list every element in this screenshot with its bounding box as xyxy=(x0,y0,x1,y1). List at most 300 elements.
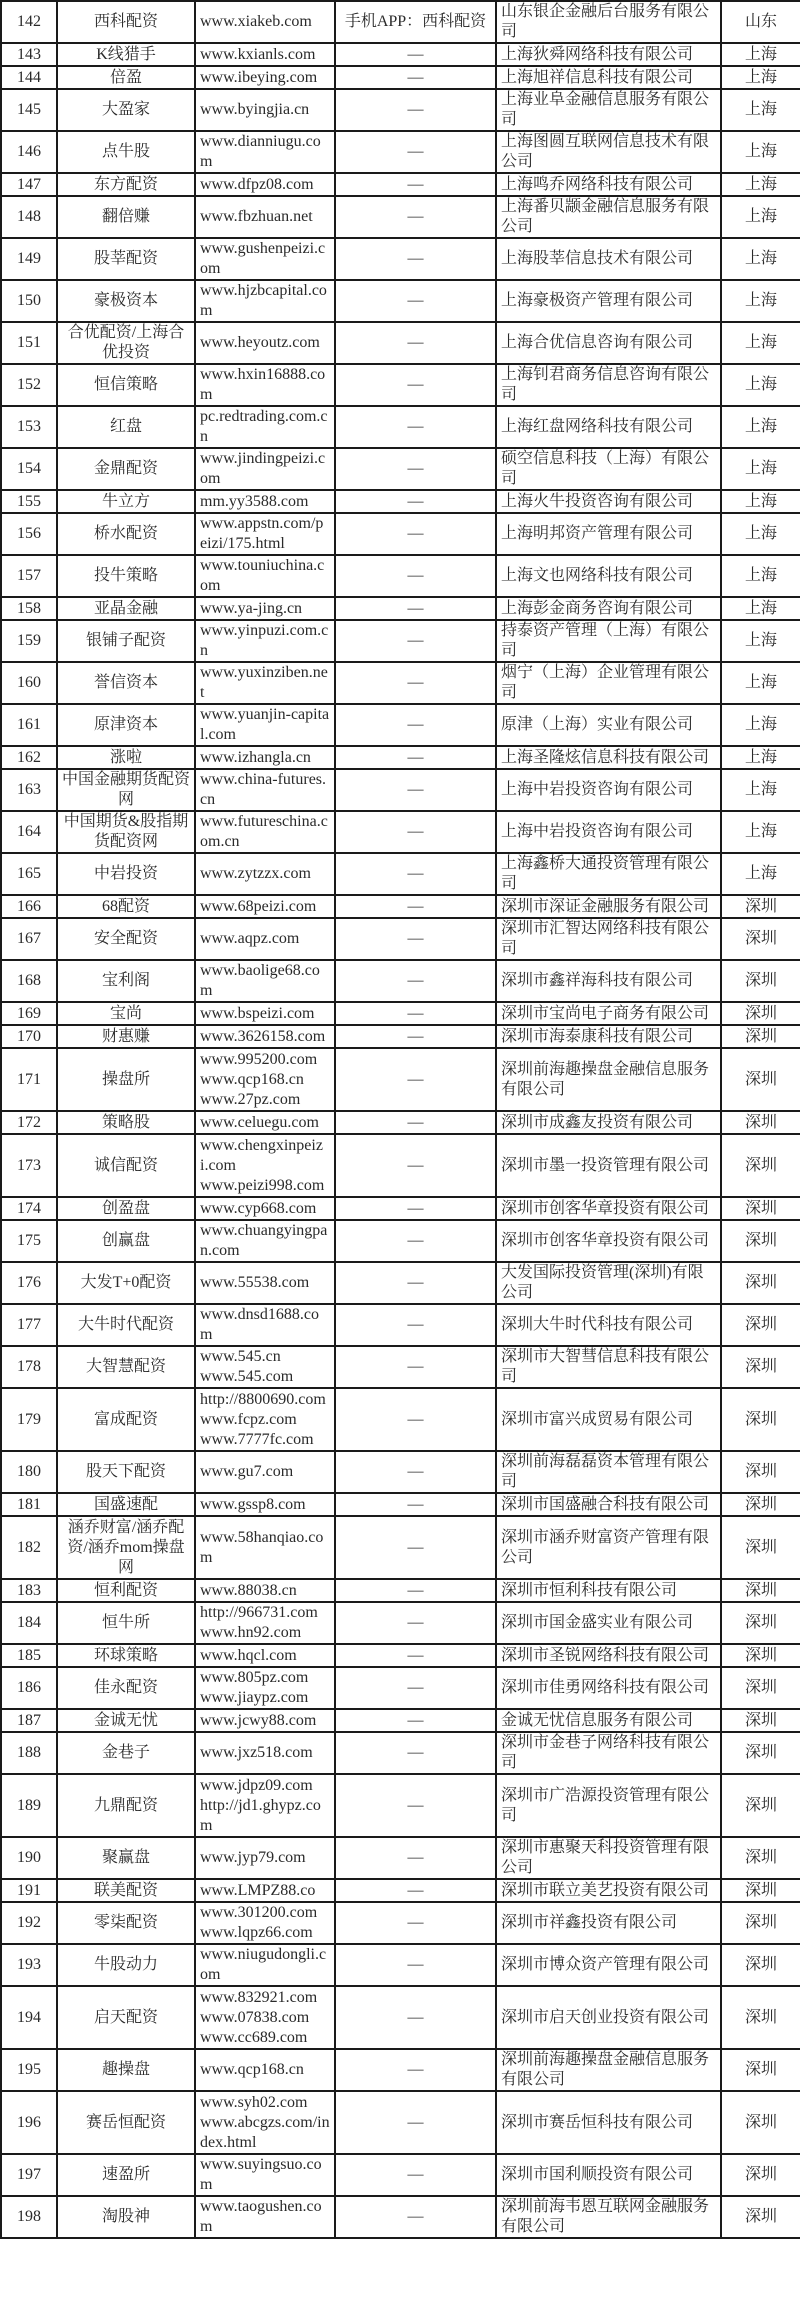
website-link: www.3626158.com xyxy=(200,1027,326,1045)
platform-name: 恒牛所 xyxy=(57,1602,195,1644)
company-name: 上海中岩投资咨询有限公司 xyxy=(496,811,721,853)
website-cell xyxy=(195,513,335,555)
company-name: 上海合优信息咨询有限公司 xyxy=(496,322,721,364)
region: 上海 xyxy=(721,364,800,406)
region: 深圳 xyxy=(721,1493,800,1516)
row-number: 152 xyxy=(1,364,57,406)
platform-name: 淘股神 xyxy=(57,2196,195,2238)
app-cell: — xyxy=(335,918,496,960)
platform-name: 大发T+0配资 xyxy=(57,1262,195,1304)
website-cell xyxy=(195,490,335,513)
website-cell xyxy=(195,1837,335,1879)
website-cell xyxy=(195,1944,335,1986)
table-row xyxy=(1,173,800,196)
region: 上海 xyxy=(721,196,800,238)
website-link: www.appstn.com/peizi/175.html xyxy=(200,515,324,552)
company-name: 深圳市成鑫友投资有限公司 xyxy=(496,1111,721,1134)
website-cell xyxy=(195,918,335,960)
region: 深圳 xyxy=(721,1837,800,1879)
company-name: 金诚无忧信息服务有限公司 xyxy=(496,1709,721,1732)
website-link: www.995200.com xyxy=(200,1050,318,1068)
platform-name: 金鼎配资 xyxy=(57,448,195,490)
website-link: www.jdpz09.com xyxy=(200,1776,313,1794)
table-row xyxy=(1,448,800,490)
platform-name: 财惠赚 xyxy=(57,1025,195,1048)
row-number: 184 xyxy=(1,1602,57,1644)
table-row xyxy=(1,406,800,448)
platform-name: 安全配资 xyxy=(57,918,195,960)
region: 深圳 xyxy=(721,1774,800,1837)
row-number: 180 xyxy=(1,1451,57,1493)
website-cell xyxy=(195,364,335,406)
website-cell xyxy=(195,2091,335,2154)
website-cell xyxy=(195,1644,335,1667)
platform-name: 金诚无忧 xyxy=(57,1709,195,1732)
app-cell: — xyxy=(335,1493,496,1516)
company-name: 深圳市启天创业投资有限公司 xyxy=(496,1986,721,2049)
platform-name: 赛岳恒配资 xyxy=(57,2091,195,2154)
region: 上海 xyxy=(721,238,800,280)
website-link: www.dfpz08.com xyxy=(200,175,314,193)
platform-name: 创赢盘 xyxy=(57,1220,195,1262)
platform-name: 翻倍赚 xyxy=(57,196,195,238)
app-cell: — xyxy=(335,811,496,853)
row-number: 182 xyxy=(1,1516,57,1579)
app-cell: — xyxy=(335,769,496,811)
website-link: www.peizi998.com xyxy=(200,1176,325,1194)
table-row xyxy=(1,2049,800,2091)
website-cell xyxy=(195,43,335,66)
platform-name: 中岩投资 xyxy=(57,853,195,895)
company-name: 深圳市圣锐网络科技有限公司 xyxy=(496,1644,721,1667)
table-row xyxy=(1,597,800,620)
company-name: 上海文也网络科技有限公司 xyxy=(496,555,721,597)
row-number: 150 xyxy=(1,280,57,322)
app-cell: — xyxy=(335,2049,496,2091)
table-row xyxy=(1,238,800,280)
app-cell: — xyxy=(335,364,496,406)
app-cell: — xyxy=(335,1025,496,1048)
platform-name: 银铺子配资 xyxy=(57,620,195,662)
website-cell xyxy=(195,1516,335,1579)
platform-name: 东方配资 xyxy=(57,173,195,196)
table-row xyxy=(1,131,800,173)
website-link: www.07838.com xyxy=(200,2008,310,2026)
website-cell xyxy=(195,89,335,131)
table-row xyxy=(1,1837,800,1879)
region: 深圳 xyxy=(721,1879,800,1902)
app-cell: — xyxy=(335,662,496,704)
region: 深圳 xyxy=(721,1986,800,2049)
website-link: www.abcgzs.com/index.html xyxy=(200,2113,330,2151)
table-row xyxy=(1,1388,800,1451)
row-number: 147 xyxy=(1,173,57,196)
company-name: 上海明邦资产管理有限公司 xyxy=(496,513,721,555)
website-cell xyxy=(195,1451,335,1493)
company-name: 深圳前海韦恩互联网金融服务有限公司 xyxy=(496,2196,721,2238)
table-row xyxy=(1,895,800,918)
app-cell: — xyxy=(335,1879,496,1902)
region: 上海 xyxy=(721,131,800,173)
app-cell: — xyxy=(335,620,496,662)
company-name: 深圳市大智彗信息科技有限公司 xyxy=(496,1346,721,1388)
website-link: www.syh02.com xyxy=(200,2093,308,2111)
row-number: 185 xyxy=(1,1644,57,1667)
row-number: 194 xyxy=(1,1986,57,2049)
company-name: 深圳市国盛融合科技有限公司 xyxy=(496,1493,721,1516)
website-cell xyxy=(195,448,335,490)
website-link: www.suyingsuo.com xyxy=(200,2156,322,2193)
platform-name: 68配资 xyxy=(57,895,195,918)
platform-name: 涨啦 xyxy=(57,746,195,769)
region: 上海 xyxy=(721,280,800,322)
region: 深圳 xyxy=(721,1709,800,1732)
region: 上海 xyxy=(721,490,800,513)
row-number: 179 xyxy=(1,1388,57,1451)
app-cell: — xyxy=(335,238,496,280)
website-link: www.qcp168.cn xyxy=(200,1070,304,1088)
row-number: 183 xyxy=(1,1579,57,1602)
platform-name: 零柒配资 xyxy=(57,1902,195,1944)
table-row xyxy=(1,620,800,662)
website-cell xyxy=(195,1197,335,1220)
region: 深圳 xyxy=(721,1732,800,1774)
row-number: 169 xyxy=(1,1002,57,1025)
website-cell xyxy=(195,555,335,597)
app-cell: — xyxy=(335,322,496,364)
company-name: 上海鸣乔网络科技有限公司 xyxy=(496,173,721,196)
row-number: 173 xyxy=(1,1134,57,1197)
website-cell xyxy=(195,769,335,811)
app-cell: — xyxy=(335,406,496,448)
platform-name: 倍盈 xyxy=(57,66,195,89)
region: 深圳 xyxy=(721,1516,800,1579)
region: 上海 xyxy=(721,173,800,196)
row-number: 149 xyxy=(1,238,57,280)
table-row xyxy=(1,89,800,131)
website-cell xyxy=(195,1262,335,1304)
company-name: 上海番贝颛金融信息服务有限公司 xyxy=(496,196,721,238)
table-row xyxy=(1,1,800,43)
row-number: 160 xyxy=(1,662,57,704)
app-cell: — xyxy=(335,89,496,131)
region: 上海 xyxy=(721,43,800,66)
row-number: 148 xyxy=(1,196,57,238)
platform-name: 涵乔财富/涵乔配资/涵乔mom操盘网 xyxy=(57,1516,195,1579)
platform-name: 中国期货&股指期货配资网 xyxy=(57,811,195,853)
website-link: www.fcpz.com xyxy=(200,1410,297,1428)
website-link: www.58hanqiao.com xyxy=(200,1528,324,1566)
platform-name: 环球策略 xyxy=(57,1644,195,1667)
website-link: www.68peizi.com xyxy=(200,897,317,915)
table-row xyxy=(1,1579,800,1602)
region: 深圳 xyxy=(721,1388,800,1451)
company-name: 深圳市宝尚电子商务有限公司 xyxy=(496,1002,721,1025)
company-name: 深圳市国金盛实业有限公司 xyxy=(496,1602,721,1644)
company-name: 深圳市国利顺投资有限公司 xyxy=(496,2154,721,2196)
website-cell xyxy=(195,1220,335,1262)
website-link: www.hxin16888.com xyxy=(200,366,326,403)
table-row xyxy=(1,322,800,364)
company-name: 山东银企金融后台服务有限公司 xyxy=(496,1,721,43)
website-link: www.yinpuzi.com.cn xyxy=(200,622,329,659)
company-name: 深圳市佳勇网络科技有限公司 xyxy=(496,1667,721,1709)
website-link: www.7777fc.com xyxy=(200,1430,314,1448)
table-row xyxy=(1,1025,800,1048)
website-cell xyxy=(195,280,335,322)
region: 上海 xyxy=(721,811,800,853)
row-number: 166 xyxy=(1,895,57,918)
website-cell xyxy=(195,406,335,448)
platform-name: 桥水配资 xyxy=(57,513,195,555)
company-name: 上海图圆互联网信息技术有限公司 xyxy=(496,131,721,173)
website-cell xyxy=(195,66,335,89)
platform-name: 股莘配资 xyxy=(57,238,195,280)
company-name: 深圳市惠聚天科投资管理有限公司 xyxy=(496,1837,721,1879)
website-link: www.ibeying.com xyxy=(200,68,318,86)
website-cell xyxy=(195,1774,335,1837)
app-cell: — xyxy=(335,1644,496,1667)
region: 深圳 xyxy=(721,1025,800,1048)
table-row xyxy=(1,490,800,513)
row-number: 186 xyxy=(1,1667,57,1709)
row-number: 198 xyxy=(1,2196,57,2238)
website-cell xyxy=(195,173,335,196)
website-cell xyxy=(195,1,335,43)
company-name: 持泰资产管理（上海）有限公司 xyxy=(496,620,721,662)
website-cell xyxy=(195,2049,335,2091)
website-link: www.jyp79.com xyxy=(200,1849,306,1866)
website-cell xyxy=(195,597,335,620)
platform-name: 中国金融期货配资网 xyxy=(57,769,195,811)
website-cell xyxy=(195,1134,335,1197)
table-row xyxy=(1,811,800,853)
region: 上海 xyxy=(721,597,800,620)
website-cell xyxy=(195,1346,335,1388)
row-number: 168 xyxy=(1,960,57,1002)
row-number: 142 xyxy=(1,1,57,43)
row-number: 181 xyxy=(1,1493,57,1516)
website-cell xyxy=(195,1002,335,1025)
platform-name: 亚晶金融 xyxy=(57,597,195,620)
platform-name: 宝尚 xyxy=(57,1002,195,1025)
platform-name: 红盘 xyxy=(57,406,195,448)
region: 深圳 xyxy=(721,1304,800,1346)
app-cell: — xyxy=(335,1220,496,1262)
table-row xyxy=(1,662,800,704)
website-link: www.chengxinpeizi.com xyxy=(200,1136,323,1174)
table-row xyxy=(1,1048,800,1111)
region: 深圳 xyxy=(721,2091,800,2154)
table-row xyxy=(1,1516,800,1579)
region: 上海 xyxy=(721,620,800,662)
website-link: www.yuxinziben.net xyxy=(200,664,328,701)
table-row xyxy=(1,1667,800,1709)
row-number: 165 xyxy=(1,853,57,895)
row-number: 178 xyxy=(1,1346,57,1388)
website-link: www.27pz.com xyxy=(200,1090,301,1108)
platform-name: 大牛时代配资 xyxy=(57,1304,195,1346)
platform-name: 联美配资 xyxy=(57,1879,195,1902)
table-row xyxy=(1,1879,800,1902)
website-link: www.jiaypz.com xyxy=(200,1689,309,1706)
company-name: 深圳市墨一投资管理有限公司 xyxy=(496,1134,721,1197)
company-name: 深圳市富兴成贸易有限公司 xyxy=(496,1388,721,1451)
company-name: 深圳前海磊磊资本管理有限公司 xyxy=(496,1451,721,1493)
table-row xyxy=(1,704,800,746)
website-link: www.55538.com xyxy=(200,1274,310,1291)
company-name: 深圳市汇智达网络科技有限公司 xyxy=(496,918,721,960)
website-cell xyxy=(195,1602,335,1644)
website-link: http://8800690.com xyxy=(200,1390,326,1408)
app-cell: — xyxy=(335,66,496,89)
website-link: www.LMPZ88.co xyxy=(200,1881,316,1899)
app-cell: — xyxy=(335,1134,496,1197)
row-number: 145 xyxy=(1,89,57,131)
company-name: 深圳市金巷子网络科技有限公司 xyxy=(496,1732,721,1774)
row-number: 159 xyxy=(1,620,57,662)
website-link: www.832921.com xyxy=(200,1988,318,2006)
app-cell: — xyxy=(335,853,496,895)
app-cell: — xyxy=(335,1048,496,1111)
platform-name: 创盈盘 xyxy=(57,1197,195,1220)
table-body xyxy=(1,1,800,2238)
row-number: 192 xyxy=(1,1902,57,1944)
platform-name: 大智慧配资 xyxy=(57,1346,195,1388)
region: 上海 xyxy=(721,513,800,555)
platform-name: 富成配资 xyxy=(57,1388,195,1451)
region: 深圳 xyxy=(721,1346,800,1388)
website-cell xyxy=(195,1388,335,1451)
app-cell: 手机APP：西科配资 xyxy=(335,1,496,43)
platform-name: 恒信策略 xyxy=(57,364,195,406)
row-number: 187 xyxy=(1,1709,57,1732)
app-cell: — xyxy=(335,555,496,597)
region: 上海 xyxy=(721,89,800,131)
website-link: www.gu7.com xyxy=(200,1463,294,1480)
row-number: 189 xyxy=(1,1774,57,1837)
table-row xyxy=(1,43,800,66)
row-number: 164 xyxy=(1,811,57,853)
table-row xyxy=(1,1774,800,1837)
row-number: 162 xyxy=(1,746,57,769)
website-link: www.dianniugu.com xyxy=(200,133,321,170)
region: 深圳 xyxy=(721,2049,800,2091)
region: 上海 xyxy=(721,662,800,704)
table-row xyxy=(1,2154,800,2196)
company-name: 深圳前海趣操盘金融信息服务有限公司 xyxy=(496,2049,721,2091)
region: 上海 xyxy=(721,746,800,769)
app-cell: — xyxy=(335,1579,496,1602)
table-row xyxy=(1,1602,800,1644)
website-link: www.301200.com xyxy=(200,1904,318,1921)
company-name: 上海豪极资产管理有限公司 xyxy=(496,280,721,322)
app-cell: — xyxy=(335,1346,496,1388)
website-cell xyxy=(195,662,335,704)
table-row xyxy=(1,1262,800,1304)
website-link: www.yuanjin-capital.com xyxy=(200,706,330,743)
website-link: www.touniuchina.com xyxy=(200,557,325,594)
table-row xyxy=(1,1304,800,1346)
app-cell: — xyxy=(335,597,496,620)
app-cell: — xyxy=(335,131,496,173)
website-link: www.hqcl.com xyxy=(200,1646,297,1664)
region: 深圳 xyxy=(721,1197,800,1220)
website-link: www.izhangla.cn xyxy=(200,748,311,766)
website-link: www.lqpz66.com xyxy=(200,1924,313,1941)
row-number: 158 xyxy=(1,597,57,620)
table-row xyxy=(1,280,800,322)
website-link: www.bspeizi.com xyxy=(200,1004,315,1022)
company-name: 上海彭金商务咨询有限公司 xyxy=(496,597,721,620)
table-row xyxy=(1,960,800,1002)
platform-name: 大盈家 xyxy=(57,89,195,131)
website-cell xyxy=(195,1667,335,1709)
platform-name: 牛股动力 xyxy=(57,1944,195,1986)
platform-name: 九鼎配资 xyxy=(57,1774,195,1837)
row-number: 172 xyxy=(1,1111,57,1134)
row-number: 171 xyxy=(1,1048,57,1111)
region: 深圳 xyxy=(721,1134,800,1197)
company-name: 深圳市鑫祥海科技有限公司 xyxy=(496,960,721,1002)
region: 上海 xyxy=(721,322,800,364)
app-cell: — xyxy=(335,1709,496,1732)
platform-name: 诚信配资 xyxy=(57,1134,195,1197)
website-link: www.gssp8.com xyxy=(200,1495,306,1513)
region: 深圳 xyxy=(721,895,800,918)
website-cell xyxy=(195,746,335,769)
table-row xyxy=(1,1944,800,1986)
row-number: 177 xyxy=(1,1304,57,1346)
website-cell xyxy=(195,1048,335,1111)
website-link: www.jcwy88.com xyxy=(200,1711,317,1729)
table-row xyxy=(1,853,800,895)
row-number: 157 xyxy=(1,555,57,597)
platform-name: 趣操盘 xyxy=(57,2049,195,2091)
website-link: www.545.cn xyxy=(200,1348,281,1365)
app-cell: — xyxy=(335,1602,496,1644)
row-number: 156 xyxy=(1,513,57,555)
website-cell xyxy=(195,1111,335,1134)
website-link: www.xiakeb.com xyxy=(200,13,312,30)
row-number: 196 xyxy=(1,2091,57,2154)
company-name: 大发国际投资管理(深圳)有限公司 xyxy=(496,1262,721,1304)
app-cell: — xyxy=(335,1732,496,1774)
row-number: 197 xyxy=(1,2154,57,2196)
website-link: www.805pz.com xyxy=(200,1669,309,1686)
row-number: 170 xyxy=(1,1025,57,1048)
website-cell xyxy=(195,1879,335,1902)
website-link: http://jd1.ghypz.com xyxy=(200,1796,321,1834)
company-name: 上海红盘网络科技有限公司 xyxy=(496,406,721,448)
region: 上海 xyxy=(721,66,800,89)
table-row xyxy=(1,2091,800,2154)
row-number: 174 xyxy=(1,1197,57,1220)
table-row xyxy=(1,1644,800,1667)
app-cell: — xyxy=(335,1944,496,1986)
table-row xyxy=(1,1732,800,1774)
app-cell: — xyxy=(335,490,496,513)
region: 深圳 xyxy=(721,1262,800,1304)
company-name: 上海中岩投资咨询有限公司 xyxy=(496,769,721,811)
region: 深圳 xyxy=(721,1451,800,1493)
table-row xyxy=(1,1709,800,1732)
table-row xyxy=(1,1002,800,1025)
website-cell xyxy=(195,2154,335,2196)
website-link: mm.yy3588.com xyxy=(200,492,309,510)
platform-name: 宝利阁 xyxy=(57,960,195,1002)
app-cell: — xyxy=(335,2154,496,2196)
